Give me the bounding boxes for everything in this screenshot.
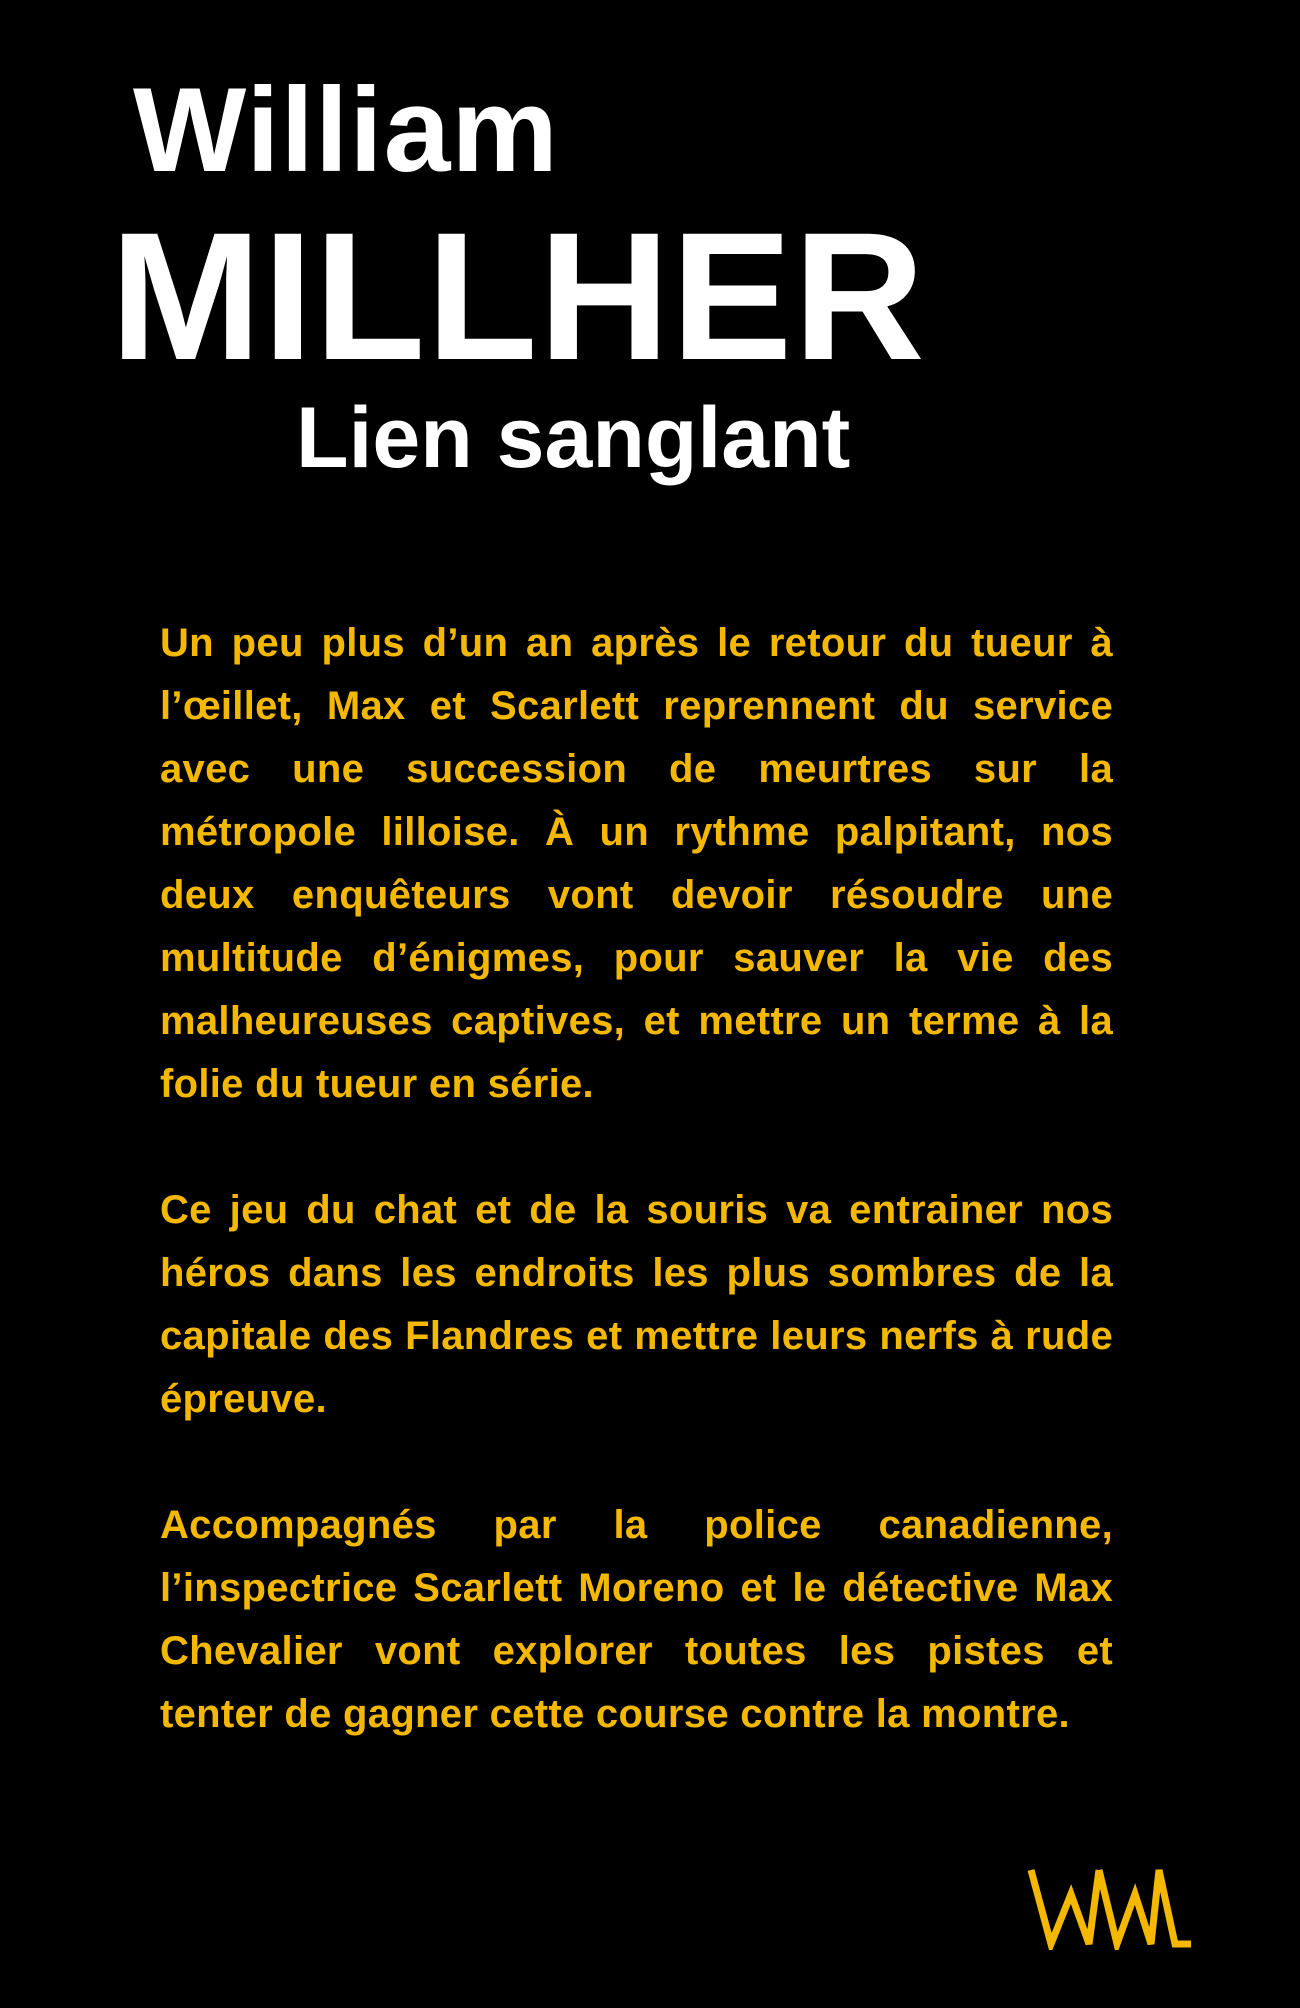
publisher-logo-icon (1027, 1866, 1193, 1950)
blurb (160, 612, 1113, 1746)
blurb-paragraph-3: Accompagnés par la police canadienne, l’inspectrice Scarlett Moreno et le détective Max Chevalier vont explorer toutes les pistes et tenter de gagner cette course contre la montre. (160, 1503, 1113, 1736)
author-first-name: William (133, 63, 560, 197)
book-title: Lien sanglant (296, 390, 851, 486)
blurb-paragraph-1: Un peu plus d’un an après le retour du tueur à l’œillet, Max et Scarlett reprennent du service avec une succession de meurtres sur la métropole lilloise. À un rythme palpitant, nos deux enquêteurs vont devoir résoudre une multitude d’énigmes, pour sauver la vie des malheureuses captives, et mettre un terme à la folie du tueur en série. (160, 621, 1113, 1106)
blurb-paragraph-2: Ce jeu du chat et de la souris va entrainer nos héros dans les endroits les plus sombres de la capitale des Flandres et mettre leurs nerfs à rude épreuve. (160, 1188, 1113, 1421)
logo-w-stroke (1031, 1870, 1099, 1944)
logo-m-stroke (1099, 1870, 1191, 1944)
author-last-name: MILLHER (110, 194, 926, 398)
